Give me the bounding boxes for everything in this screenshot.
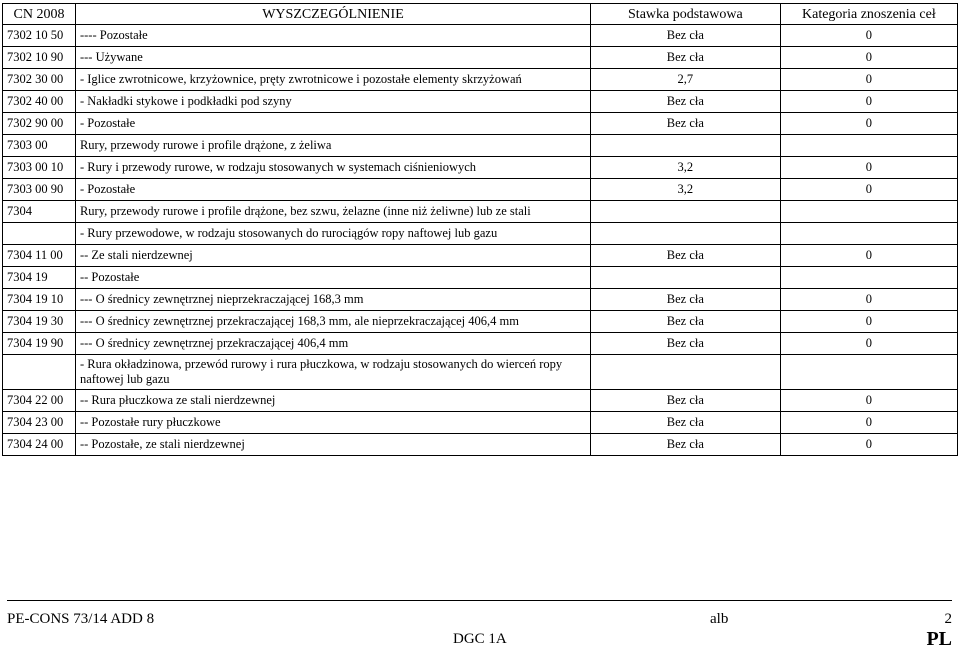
description-cell: - Rura okładzinowa, przewód rurowy i rura płuczkowa, w rodzaju stosowanych do wierceń ropy naftowej lub gazu (75, 355, 590, 390)
tariff-table (2, 3, 958, 456)
base-rate-cell (591, 223, 781, 245)
base-rate-cell: Bez cła (591, 333, 781, 355)
staging-category-cell (780, 267, 957, 289)
cn-code-cell: 7304 19 10 (3, 289, 76, 311)
table-row (3, 113, 958, 135)
staging-category-cell: 0 (780, 311, 957, 333)
description-cell: - Pozostałe (75, 113, 590, 135)
table-row (3, 355, 958, 390)
cn-code-cell: 7304 11 00 (3, 245, 76, 267)
base-rate-cell: Bez cła (591, 47, 781, 69)
table-row (3, 201, 958, 223)
cn-code-cell: 7303 00 90 (3, 179, 76, 201)
cn-code-cell: 7304 19 90 (3, 333, 76, 355)
header-cn-code: CN 2008 (3, 4, 76, 25)
document-reference: PE-CONS 73/14 ADD 8 (7, 611, 155, 627)
cn-code-cell: 7304 23 00 (3, 412, 76, 434)
description-cell: -- Ze stali nierdzewnej (75, 245, 590, 267)
page-number: 2 (944, 611, 952, 627)
cn-code-cell: 7302 30 00 (3, 69, 76, 91)
header-description: WYSZCZEGÓLNIENIE (75, 4, 590, 25)
base-rate-cell: Bez cła (591, 311, 781, 333)
base-rate-cell: Bez cła (591, 390, 781, 412)
cn-code-cell: 7302 90 00 (3, 113, 76, 135)
staging-category-cell: 0 (780, 333, 957, 355)
description-cell: Rury, przewody rurowe i profile drążone, z żeliwa (75, 135, 590, 157)
staging-category-cell: 0 (780, 91, 957, 113)
cn-code-cell: 7302 10 50 (3, 25, 76, 47)
table-row (3, 267, 958, 289)
base-rate-cell: 3,2 (591, 179, 781, 201)
table-row (3, 157, 958, 179)
table-row (3, 25, 958, 47)
cn-code-cell (3, 355, 76, 390)
table-row (3, 434, 958, 456)
base-rate-cell (591, 267, 781, 289)
table-row (3, 69, 958, 91)
base-rate-cell: Bez cła (591, 25, 781, 47)
table-row (3, 223, 958, 245)
staging-category-cell: 0 (780, 47, 957, 69)
table-row (3, 311, 958, 333)
base-rate-cell: Bez cła (591, 245, 781, 267)
base-rate-cell: 2,7 (591, 69, 781, 91)
cn-code-cell (3, 223, 76, 245)
staging-category-cell (780, 201, 957, 223)
staging-category-cell: 0 (780, 113, 957, 135)
description-cell: -- Pozostałe (75, 267, 590, 289)
cn-code-cell: 7303 00 (3, 135, 76, 157)
department-code: DGC 1A (453, 631, 507, 647)
staging-category-cell: 0 (780, 179, 957, 201)
base-rate-cell (591, 201, 781, 223)
description-cell: - Rury przewodowe, w rodzaju stosowanych do rurociągów ropy naftowej lub gazu (75, 223, 590, 245)
staging-category-cell (780, 355, 957, 390)
table-row (3, 47, 958, 69)
staging-category-cell: 0 (780, 390, 957, 412)
header-staging-category: Kategoria znoszenia ceł (780, 4, 957, 25)
base-rate-cell: Bez cła (591, 289, 781, 311)
page-footer (7, 600, 952, 651)
cn-code-cell: 7302 10 90 (3, 47, 76, 69)
cn-code-cell: 7304 19 30 (3, 311, 76, 333)
cn-code-cell: 7302 40 00 (3, 91, 76, 113)
description-cell: -- Rura płuczkowa ze stali nierdzewnej (75, 390, 590, 412)
staging-category-cell: 0 (780, 69, 957, 91)
description-cell: - Iglice zwrotnicowe, krzyżownice, pręty zwrotnicowe i pozostałe elementy skrzyżowań (75, 69, 590, 91)
table-row (3, 245, 958, 267)
table-row (3, 333, 958, 355)
base-rate-cell: Bez cła (591, 434, 781, 456)
description-cell: - Rury i przewody rurowe, w rodzaju stosowanych w systemach ciśnieniowych (75, 157, 590, 179)
staging-category-cell: 0 (780, 25, 957, 47)
table-row (3, 289, 958, 311)
cn-code-cell: 7303 00 10 (3, 157, 76, 179)
cn-code-cell: 7304 24 00 (3, 434, 76, 456)
staging-category-cell: 0 (780, 245, 957, 267)
base-rate-cell: Bez cła (591, 412, 781, 434)
staging-category-cell: 0 (780, 289, 957, 311)
staging-category-cell: 0 (780, 157, 957, 179)
cn-code-cell: 7304 19 (3, 267, 76, 289)
table-row (3, 412, 958, 434)
staging-category-cell: 0 (780, 434, 957, 456)
cn-code-cell: 7304 22 00 (3, 390, 76, 412)
header-base-rate: Stawka podstawowa (591, 4, 781, 25)
table-header-row (3, 4, 958, 25)
cn-code-cell: 7304 (3, 201, 76, 223)
table-row (3, 135, 958, 157)
description-cell: ---- Pozostałe (75, 25, 590, 47)
description-cell: --- Używane (75, 47, 590, 69)
table-row (3, 179, 958, 201)
staging-category-cell (780, 223, 957, 245)
language-code: PL (926, 628, 952, 650)
description-cell: --- O średnicy zewnętrznej przekraczającej 406,4 mm (75, 333, 590, 355)
staging-category-cell (780, 135, 957, 157)
base-rate-cell: Bez cła (591, 91, 781, 113)
table-row (3, 390, 958, 412)
base-rate-cell (591, 355, 781, 390)
description-cell: - Nakładki stykowe i podkładki pod szyny (75, 91, 590, 113)
description-cell: --- O średnicy zewnętrznej nieprzekraczającej 168,3 mm (75, 289, 590, 311)
description-cell: Rury, przewody rurowe i profile drążone, bez szwu, żelazne (inne niż żeliwne) lub ze stali (75, 201, 590, 223)
base-rate-cell (591, 135, 781, 157)
description-cell: - Pozostałe (75, 179, 590, 201)
description-cell: --- O średnicy zewnętrznej przekraczającej 168,3 mm, ale nieprzekraczającej 406,4 mm (75, 311, 590, 333)
table-row (3, 91, 958, 113)
base-rate-cell: 3,2 (591, 157, 781, 179)
author-initials: alb (710, 611, 729, 627)
description-cell: -- Pozostałe rury płuczkowe (75, 412, 590, 434)
base-rate-cell: Bez cła (591, 113, 781, 135)
staging-category-cell: 0 (780, 412, 957, 434)
description-cell: -- Pozostałe, ze stali nierdzewnej (75, 434, 590, 456)
